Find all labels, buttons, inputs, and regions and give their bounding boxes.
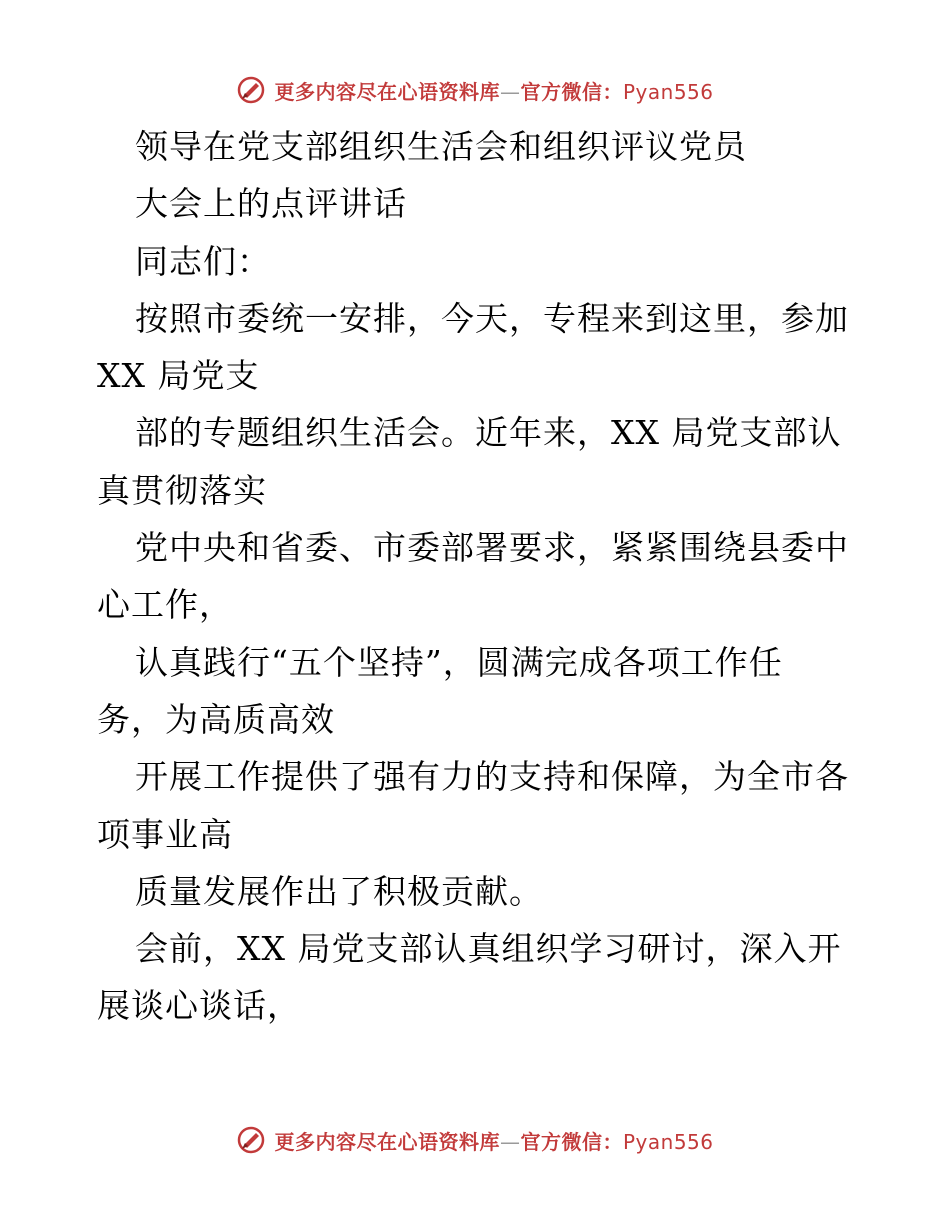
text-line: 党中央和省委、市委部署要求，紧紧围绕县委中: [135, 528, 849, 568]
footer-watermark: [0, 1120, 950, 1160]
text-line: 质量发展作出了积极贡献。: [135, 871, 543, 911]
watermark-main: 更多内容尽在心语资料库: [274, 79, 500, 104]
text-line: 领导在党支部组织生活会和组织评议党员: [135, 127, 747, 166]
watermark-text: [274, 1126, 713, 1155]
text-line: 开展工作提供了强有力的支持和保障，为全市各: [135, 757, 849, 797]
watermark-official: 官方微信：: [520, 1129, 623, 1154]
watermark-id: Pyan556: [622, 79, 714, 104]
watermark-text: [274, 76, 713, 105]
header-watermark: [0, 70, 950, 110]
text-line: 务，为高质高效: [97, 699, 335, 739]
text-line: 心工作，: [97, 585, 233, 625]
document-body: [97, 118, 867, 1035]
watermark-dash: —: [499, 79, 521, 104]
watermark-dash: —: [499, 1129, 521, 1154]
text-line: 展谈心谈话，: [97, 986, 301, 1026]
text-line: 会前，XX 局党支部认真组织学习研讨，深入开: [135, 929, 842, 969]
watermark-official: 官方微信：: [520, 79, 623, 104]
logo-icon: [236, 75, 266, 105]
text-line: 项事业高: [97, 814, 233, 854]
text-line: XX 局党支: [97, 356, 260, 396]
watermark-main: 更多内容尽在心语资料库: [274, 1129, 500, 1154]
text-line: 按照市委统一安排，今天，专程来到这里，参加: [135, 298, 849, 338]
text-line: 认真践行“五个坚持”，圆满完成各项工作任: [135, 642, 783, 682]
text-line: 同志们：: [135, 241, 271, 281]
text-line: 大会上的点评讲话: [135, 184, 407, 224]
text-line: 真贯彻落实: [97, 470, 267, 510]
watermark-id: Pyan556: [622, 1129, 714, 1154]
logo-icon: [236, 1125, 266, 1155]
text-line: 部的专题组织生活会。近年来，XX 局党支部认: [135, 413, 842, 453]
